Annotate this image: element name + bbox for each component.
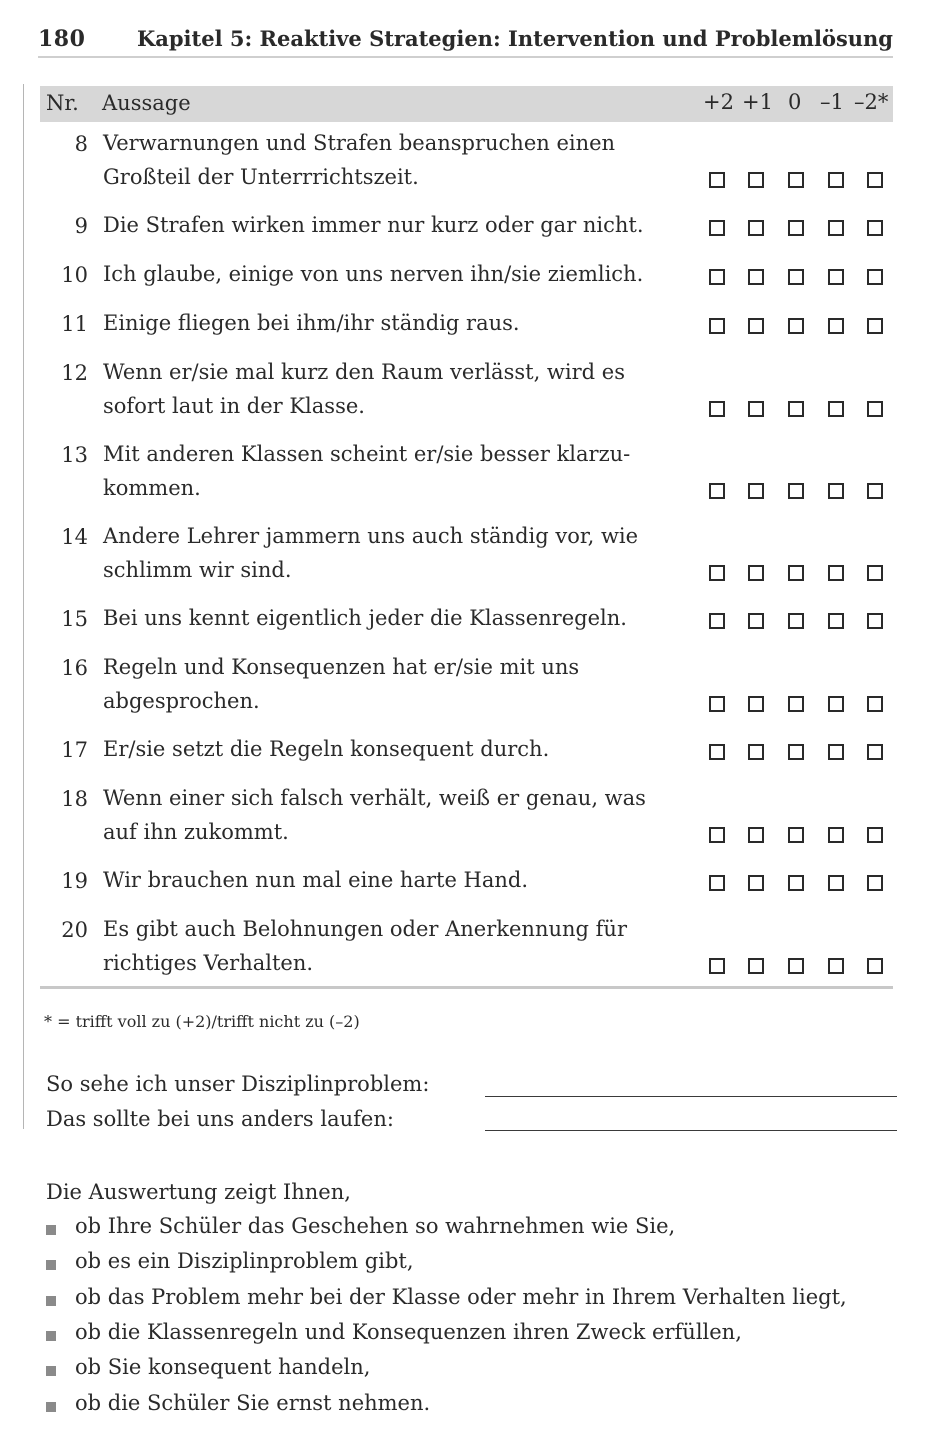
rating-checkbox-plus1[interactable] — [748, 318, 764, 334]
header-divider — [38, 56, 893, 58]
scale-header-plus2: +2 — [703, 90, 734, 114]
row-statement-text: Wenn einer sich falsch verhält, weiß er genau, was — [103, 786, 646, 810]
rating-checkbox-zero[interactable] — [788, 565, 804, 581]
column-header-nr: Nr. — [46, 91, 79, 115]
rating-checkbox-plus2[interactable] — [709, 613, 725, 629]
rating-checkbox-plus2[interactable] — [709, 875, 725, 891]
rating-checkbox-minus1[interactable] — [828, 696, 844, 712]
rating-checkbox-minus2[interactable] — [867, 483, 883, 499]
row-number: 10 — [61, 263, 88, 287]
scale-header-zero: 0 — [788, 90, 802, 114]
chapter-title: Kapitel 5: Reaktive Strategien: Intervention und Problemlösung — [137, 26, 893, 51]
row-number: 14 — [61, 525, 88, 549]
rating-checkbox-minus1[interactable] — [828, 958, 844, 974]
rating-checkbox-plus1[interactable] — [748, 875, 764, 891]
scale-header-plus1: +1 — [742, 90, 773, 114]
bullet-square-icon — [46, 1225, 56, 1235]
fill-in-label-change: Das sollte bei uns anders laufen: — [46, 1107, 394, 1131]
rating-checkbox-plus1[interactable] — [748, 565, 764, 581]
rating-checkbox-minus2[interactable] — [867, 613, 883, 629]
row-number: 11 — [61, 312, 88, 336]
column-header-statement: Aussage — [102, 91, 191, 115]
rating-checkbox-zero[interactable] — [788, 744, 804, 760]
rating-checkbox-plus2[interactable] — [709, 565, 725, 581]
evaluation-bullet: ob es ein Disziplinproblem gibt, — [75, 1249, 414, 1274]
bullet-square-icon — [46, 1331, 56, 1341]
rating-checkbox-minus2[interactable] — [867, 172, 883, 188]
rating-checkbox-minus2[interactable] — [867, 958, 883, 974]
row-number: 12 — [61, 361, 88, 385]
rating-checkbox-minus2[interactable] — [867, 696, 883, 712]
rating-checkbox-minus2[interactable] — [867, 318, 883, 334]
rating-checkbox-minus1[interactable] — [828, 875, 844, 891]
row-statement-text: Verwarnungen und Strafen beanspruchen einen — [103, 131, 616, 155]
rating-checkbox-minus1[interactable] — [828, 744, 844, 760]
rating-checkbox-plus2[interactable] — [709, 318, 725, 334]
rating-checkbox-plus2[interactable] — [709, 401, 725, 417]
rating-checkbox-zero[interactable] — [788, 483, 804, 499]
row-statement-text: schlimm wir sind. — [103, 558, 292, 582]
rating-checkbox-minus1[interactable] — [828, 565, 844, 581]
row-statement-text: Bei uns kennt eigentlich jeder die Klassenregeln. — [103, 606, 627, 630]
row-statement-text: Mit anderen Klassen scheint er/sie besser klarzu- — [103, 442, 631, 466]
rating-checkbox-plus1[interactable] — [748, 220, 764, 236]
rating-checkbox-zero[interactable] — [788, 827, 804, 843]
rating-checkbox-zero[interactable] — [788, 220, 804, 236]
rating-checkbox-minus1[interactable] — [828, 483, 844, 499]
table-header — [40, 86, 893, 122]
rating-checkbox-plus1[interactable] — [748, 483, 764, 499]
rating-checkbox-plus2[interactable] — [709, 827, 725, 843]
rating-checkbox-plus2[interactable] — [709, 958, 725, 974]
rating-checkbox-minus1[interactable] — [828, 269, 844, 285]
row-statement-text: auf ihn zukommt. — [103, 820, 289, 844]
footnote: * = trifft voll zu (+2)/trifft nicht zu (–2) — [44, 1012, 360, 1031]
rating-checkbox-minus1[interactable] — [828, 220, 844, 236]
row-number: 19 — [61, 869, 88, 893]
evaluation-bullet: ob Sie konsequent handeln, — [75, 1355, 371, 1380]
rating-checkbox-minus1[interactable] — [828, 172, 844, 188]
rating-checkbox-minus2[interactable] — [867, 875, 883, 891]
rating-checkbox-zero[interactable] — [788, 318, 804, 334]
rating-checkbox-plus1[interactable] — [748, 401, 764, 417]
rating-checkbox-minus1[interactable] — [828, 318, 844, 334]
rating-checkbox-plus2[interactable] — [709, 172, 725, 188]
row-statement-text: sofort laut in der Klasse. — [103, 394, 365, 418]
row-number: 18 — [61, 787, 88, 811]
rating-checkbox-plus2[interactable] — [709, 696, 725, 712]
row-statement-text: Regeln und Konsequenzen hat er/sie mit uns — [103, 655, 580, 679]
rating-checkbox-plus1[interactable] — [748, 744, 764, 760]
rating-checkbox-zero[interactable] — [788, 958, 804, 974]
evaluation-bullet: ob die Klassenregeln und Konsequenzen ihren Zweck erfüllen, — [75, 1319, 742, 1344]
scale-header-minus1: –1 — [820, 90, 844, 114]
rating-checkbox-zero[interactable] — [788, 401, 804, 417]
rating-checkbox-zero[interactable] — [788, 613, 804, 629]
evaluation-bullet: ob Ihre Schüler das Geschehen so wahrnehmen wie Sie, — [75, 1214, 676, 1238]
page-number: 180 — [38, 26, 86, 52]
row-statement-text: Einige fliegen bei ihm/ihr ständig raus. — [103, 311, 520, 335]
row-number: 20 — [61, 918, 88, 942]
row-number: 9 — [74, 214, 88, 238]
bullet-square-icon — [46, 1402, 56, 1412]
row-number: 15 — [61, 607, 88, 631]
bullet-square-icon — [46, 1296, 56, 1306]
row-statement-text: richtiges Verhalten. — [103, 951, 314, 975]
fill-in-line-problem[interactable] — [485, 1096, 897, 1097]
rating-checkbox-plus2[interactable] — [709, 220, 725, 236]
bullet-square-icon — [46, 1366, 56, 1376]
rating-checkbox-plus2[interactable] — [709, 483, 725, 499]
rating-checkbox-plus1[interactable] — [748, 613, 764, 629]
rating-checkbox-plus2[interactable] — [709, 744, 725, 760]
rating-checkbox-plus2[interactable] — [709, 269, 725, 285]
evaluation-bullet: ob das Problem mehr bei der Klasse oder mehr in Ihrem Verhalten liegt, — [75, 1284, 847, 1309]
row-statement-text: Er/sie setzt die Regeln konsequent durch. — [103, 737, 550, 761]
rating-checkbox-minus2[interactable] — [867, 220, 883, 236]
row-statement-text: Ich glaube, einige von uns nerven ihn/sie ziemlich. — [103, 262, 644, 286]
rating-checkbox-minus2[interactable] — [867, 827, 883, 843]
fill-in-line-change[interactable] — [485, 1130, 897, 1131]
rating-checkbox-zero[interactable] — [788, 696, 804, 712]
rating-checkbox-plus1[interactable] — [748, 827, 764, 843]
row-number: 13 — [61, 443, 88, 467]
rating-checkbox-zero[interactable] — [788, 269, 804, 285]
row-statement-text: abgesprochen. — [103, 689, 260, 713]
row-statement-text: Es gibt auch Belohnungen oder Anerkennung für — [103, 917, 627, 941]
rating-checkbox-minus1[interactable] — [828, 613, 844, 629]
row-statement-text: Wenn er/sie mal kurz den Raum verlässt, wird es — [103, 360, 625, 384]
scale-header-minus2: –2* — [854, 90, 889, 114]
rating-checkbox-plus1[interactable] — [748, 696, 764, 712]
row-statement-text: kommen. — [103, 476, 201, 500]
rating-checkbox-minus1[interactable] — [828, 401, 844, 417]
table-bottom-rule — [40, 986, 893, 989]
row-number: 16 — [61, 656, 88, 680]
rating-checkbox-minus2[interactable] — [867, 269, 883, 285]
row-statement-text: Andere Lehrer jammern uns auch ständig vor, wie — [103, 524, 639, 548]
rating-checkbox-plus1[interactable] — [748, 172, 764, 188]
rating-checkbox-plus1[interactable] — [748, 958, 764, 974]
row-statement-text: Die Strafen wirken immer nur kurz oder gar nicht. — [103, 213, 644, 237]
rating-checkbox-minus2[interactable] — [867, 401, 883, 417]
rating-checkbox-plus1[interactable] — [748, 269, 764, 285]
rating-checkbox-minus2[interactable] — [867, 565, 883, 581]
rating-checkbox-zero[interactable] — [788, 172, 804, 188]
evaluation-intro: Die Auswertung zeigt Ihnen, — [46, 1180, 351, 1204]
rating-checkbox-zero[interactable] — [788, 875, 804, 891]
bullet-square-icon — [46, 1260, 56, 1270]
rating-checkbox-minus2[interactable] — [867, 744, 883, 760]
row-number: 8 — [74, 132, 88, 156]
row-number: 17 — [61, 738, 88, 762]
row-statement-text: Wir brauchen nun mal eine harte Hand. — [103, 868, 529, 892]
row-statement-text: Großteil der Unterrrichtszeit. — [103, 165, 419, 189]
fill-in-label-problem: So sehe ich unser Disziplinproblem: — [46, 1072, 430, 1096]
evaluation-bullet: ob die Schüler Sie ernst nehmen. — [75, 1390, 431, 1415]
rating-checkbox-minus1[interactable] — [828, 827, 844, 843]
left-margin-rule — [23, 84, 24, 1129]
